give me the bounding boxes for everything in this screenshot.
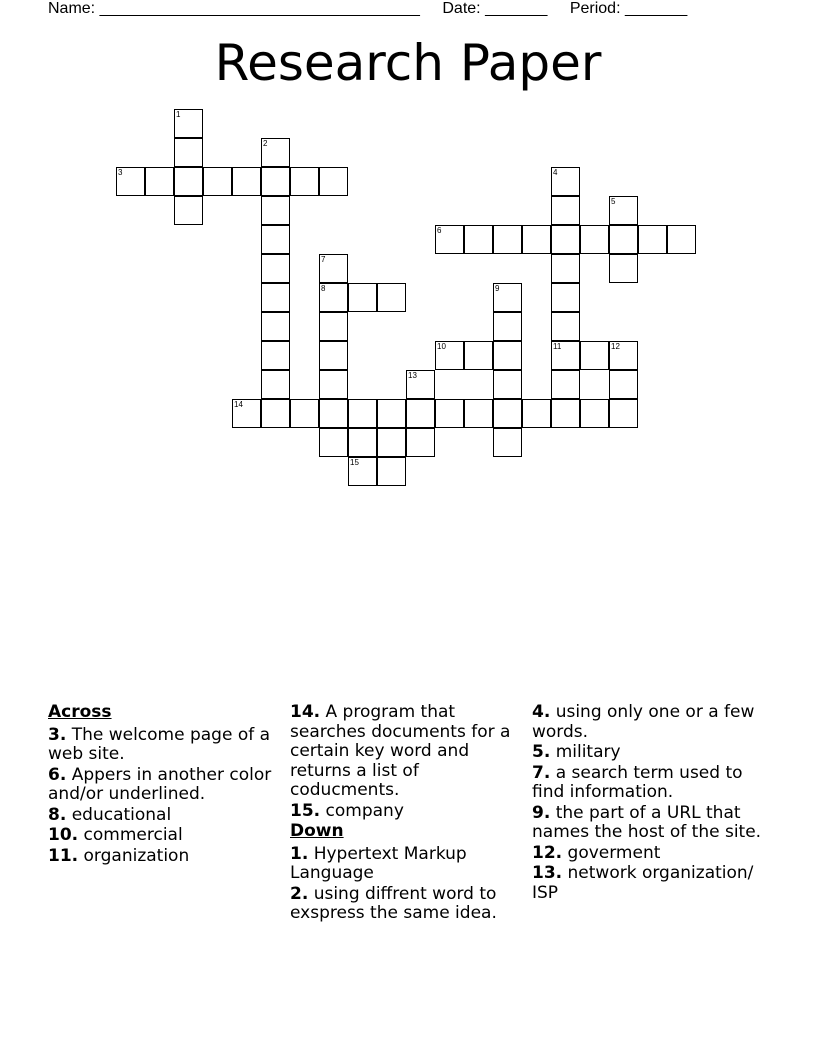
clue-number-label: 3 bbox=[118, 168, 123, 177]
crossword-cell[interactable] bbox=[319, 399, 348, 428]
clue-text: Appers in another color and/or underlined. bbox=[48, 764, 272, 804]
crossword-cell[interactable] bbox=[580, 399, 609, 428]
crossword-cell[interactable] bbox=[435, 399, 464, 428]
crossword-cell[interactable] bbox=[319, 312, 348, 341]
clue-item bbox=[532, 804, 768, 843]
clue-number: 2. bbox=[290, 883, 309, 904]
crossword-cell[interactable] bbox=[290, 399, 319, 428]
clue-number-label: 13 bbox=[408, 371, 417, 380]
clue-number-label: 5 bbox=[611, 197, 616, 206]
student-info-line bbox=[48, 0, 687, 18]
clue-number-label: 12 bbox=[611, 342, 620, 351]
crossword-cell[interactable] bbox=[493, 225, 522, 254]
across-heading: Across bbox=[48, 702, 112, 722]
clue-number-label: 4 bbox=[553, 168, 558, 177]
clue-text: network organization/ ISP bbox=[532, 863, 754, 903]
crossword-cell[interactable] bbox=[290, 167, 319, 196]
crossword-cell[interactable] bbox=[377, 428, 406, 457]
clue-number: 4. bbox=[532, 702, 551, 722]
crossword-cell[interactable] bbox=[377, 283, 406, 312]
crossword-cell[interactable] bbox=[261, 283, 290, 312]
crossword-cell[interactable] bbox=[493, 312, 522, 341]
clue-number-label: 9 bbox=[495, 284, 500, 293]
period-field[interactable]: Period: _______ bbox=[569, 0, 688, 17]
crossword-cell[interactable] bbox=[406, 399, 435, 428]
crossword-cell[interactable] bbox=[493, 341, 522, 370]
clue-text: using only one or a few words. bbox=[532, 702, 755, 742]
clue-item bbox=[290, 885, 526, 924]
crossword-cell[interactable] bbox=[522, 399, 551, 428]
clue-item bbox=[532, 864, 768, 903]
crossword-cell[interactable] bbox=[464, 399, 493, 428]
crossword-cell[interactable] bbox=[377, 399, 406, 428]
clue-number: 6. bbox=[48, 764, 67, 785]
down-heading: Down bbox=[290, 821, 344, 841]
clue-text: military bbox=[550, 742, 621, 762]
crossword-cell[interactable] bbox=[580, 225, 609, 254]
clue-number: 13. bbox=[532, 863, 563, 883]
crossword-cell[interactable] bbox=[174, 167, 203, 196]
crossword-cell[interactable] bbox=[464, 341, 493, 370]
crossword-cell[interactable] bbox=[609, 225, 638, 254]
crossword-cell[interactable] bbox=[551, 254, 580, 283]
clue-item bbox=[532, 844, 768, 864]
clue-number-label: 7 bbox=[321, 255, 326, 264]
crossword-cell[interactable] bbox=[174, 138, 203, 167]
crossword-cell[interactable] bbox=[174, 196, 203, 225]
crossword-cell[interactable] bbox=[551, 312, 580, 341]
crossword-cell[interactable] bbox=[319, 167, 348, 196]
clue-text: goverment bbox=[562, 842, 661, 863]
clue-text: commercial bbox=[78, 825, 183, 845]
crossword-cell[interactable] bbox=[145, 167, 174, 196]
crossword-cell[interactable] bbox=[319, 341, 348, 370]
page-title: Research Paper bbox=[214, 34, 602, 92]
clue-number: 10. bbox=[48, 825, 79, 845]
clue-number-label: 11 bbox=[553, 342, 562, 351]
crossword-grid bbox=[0, 110, 816, 490]
crossword-cell[interactable] bbox=[348, 283, 377, 312]
clue-item bbox=[290, 845, 526, 884]
clues-column-3 bbox=[532, 703, 768, 904]
clue-text: company bbox=[320, 800, 404, 821]
clue-text: organization bbox=[78, 845, 190, 866]
crossword-cell[interactable] bbox=[464, 225, 493, 254]
crossword-cell[interactable] bbox=[261, 312, 290, 341]
crossword-cell[interactable] bbox=[261, 399, 290, 428]
clue-item bbox=[48, 766, 280, 805]
crossword-cell[interactable] bbox=[580, 341, 609, 370]
crossword-cell[interactable] bbox=[609, 370, 638, 399]
clues-column-2 bbox=[290, 703, 526, 925]
clue-number-label: 10 bbox=[437, 342, 446, 351]
crossword-cell[interactable] bbox=[667, 225, 696, 254]
crossword-cell[interactable] bbox=[493, 399, 522, 428]
clue-item bbox=[532, 764, 768, 803]
clue-item bbox=[48, 726, 280, 765]
clue-number-label: 6 bbox=[437, 226, 442, 235]
clue-text: the part of a URL that names the host of the site. bbox=[532, 802, 762, 842]
crossword-cell[interactable] bbox=[232, 167, 261, 196]
crossword-cell[interactable] bbox=[203, 167, 232, 196]
clue-number: 12. bbox=[532, 842, 563, 863]
crossword-cell[interactable] bbox=[493, 428, 522, 457]
crossword-cell[interactable] bbox=[551, 283, 580, 312]
date-field[interactable]: Date: _______ bbox=[442, 0, 548, 17]
clues-column-1 bbox=[48, 703, 280, 867]
clue-text: The welcome page of a web site. bbox=[48, 724, 271, 764]
clue-number: 8. bbox=[48, 804, 67, 825]
clue-number: 15. bbox=[290, 800, 321, 821]
name-field[interactable]: Name: ____________________________________ bbox=[48, 0, 420, 17]
clue-text: A program that searches documents for a certain key word and returns a list of coducments. bbox=[290, 702, 511, 800]
clue-number: 5. bbox=[532, 742, 551, 762]
crossword-cell[interactable] bbox=[377, 457, 406, 486]
clue-number: 14. bbox=[290, 702, 321, 722]
crossword-cell[interactable] bbox=[551, 370, 580, 399]
crossword-cell[interactable] bbox=[319, 370, 348, 399]
crossword-cell[interactable] bbox=[261, 341, 290, 370]
crossword-cell[interactable] bbox=[638, 225, 667, 254]
clue-item bbox=[290, 703, 526, 801]
clue-item bbox=[48, 826, 280, 846]
crossword-cell[interactable] bbox=[551, 196, 580, 225]
crossword-cell[interactable] bbox=[406, 428, 435, 457]
crossword-cell[interactable] bbox=[551, 225, 580, 254]
crossword-cell[interactable] bbox=[348, 428, 377, 457]
crossword-cell[interactable] bbox=[261, 196, 290, 225]
clue-item bbox=[48, 847, 280, 867]
clue-number: 3. bbox=[48, 724, 67, 745]
clue-item bbox=[290, 802, 526, 822]
clue-text: using diffrent word to exspress the same idea. bbox=[290, 883, 497, 923]
clue-number-label: 2 bbox=[263, 139, 268, 148]
clue-item bbox=[532, 703, 768, 742]
clue-number: 11. bbox=[48, 845, 79, 866]
crossword-cell[interactable] bbox=[261, 167, 290, 196]
clue-number-label: 14 bbox=[234, 400, 243, 409]
clue-text: a search term used to find information. bbox=[532, 762, 743, 802]
crossword-cell[interactable] bbox=[348, 399, 377, 428]
clue-number-label: 8 bbox=[321, 284, 326, 293]
clue-item bbox=[532, 743, 768, 763]
crossword-cell[interactable] bbox=[609, 254, 638, 283]
crossword-cell[interactable] bbox=[609, 399, 638, 428]
clue-text: educational bbox=[66, 804, 172, 825]
crossword-cell[interactable] bbox=[493, 370, 522, 399]
crossword-cell[interactable] bbox=[261, 370, 290, 399]
crossword-cell[interactable] bbox=[261, 225, 290, 254]
crossword-cell[interactable] bbox=[522, 225, 551, 254]
crossword-cell[interactable] bbox=[551, 399, 580, 428]
clue-number: 1. bbox=[290, 843, 309, 864]
clue-number-label: 15 bbox=[350, 458, 359, 467]
crossword-cell[interactable] bbox=[319, 428, 348, 457]
clue-text: Hypertext Markup Language bbox=[290, 843, 467, 883]
crossword-cell[interactable] bbox=[261, 254, 290, 283]
clue-number: 7. bbox=[532, 762, 551, 783]
clue-number-label: 1 bbox=[176, 110, 181, 119]
clue-number: 9. bbox=[532, 802, 551, 823]
clue-item bbox=[48, 806, 280, 826]
